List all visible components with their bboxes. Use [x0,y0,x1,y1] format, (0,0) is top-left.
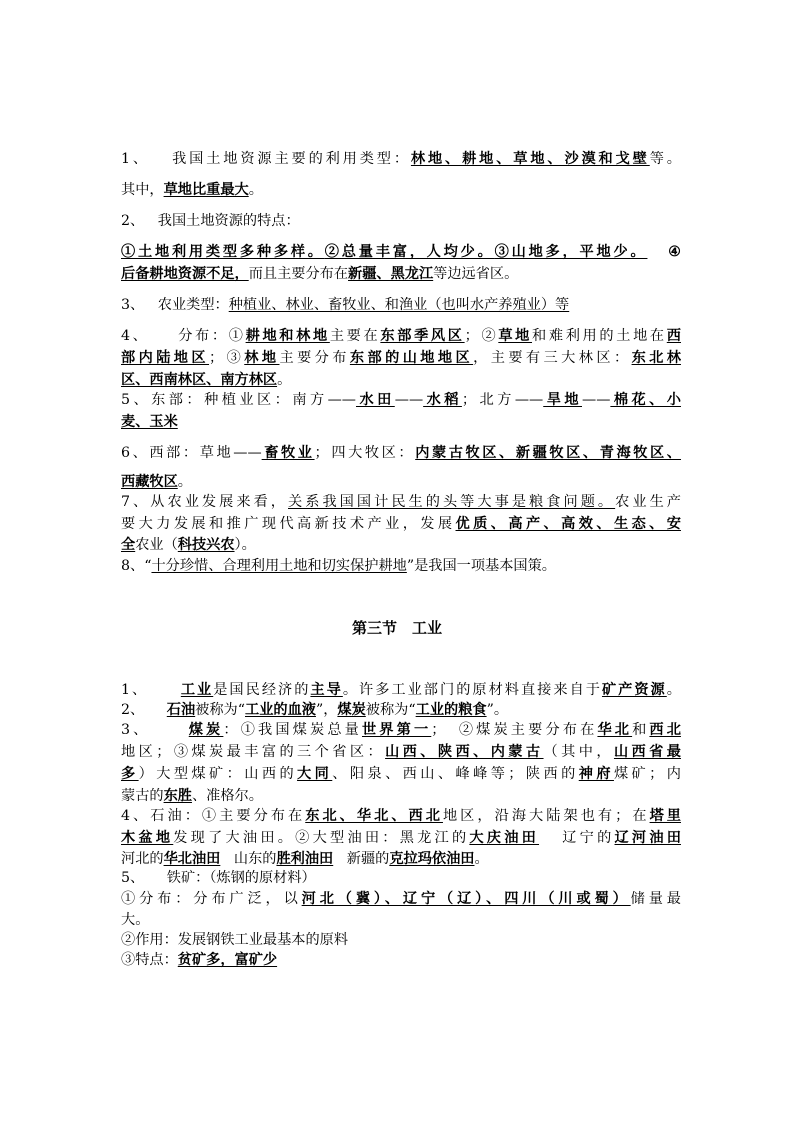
west-pasture-line1: 6、西部：草地——畜牧业；四大牧区：内蒙古牧区、新疆牧区、青海牧区、 [121,445,681,461]
land-features-line2: 后备耕地资源不足，而且主要分布在新疆、黑龙江等边远省区。 [121,266,519,282]
land-features-heading: 2、 我国土地资源的特点： [121,213,300,229]
iron-role-line: ②作用：发展钢铁工业最基本的原料 [121,932,349,948]
iron-feature-line: ③特点：贫矿多，富矿少 [121,952,278,968]
coal-line1: 3、 煤炭：①我国煤炭总量世界第一； ②煤炭主要分布在华北和西北 [121,722,681,738]
oil-line2: 木盆地发现了大油田。②大型油田：黑龙江的大庆油田 辽宁的辽河油田 [121,830,681,846]
agri-development-line2: 要大力发展和推广现代高新技术产业，发展优质、高产、高效、生态、安 [121,516,681,532]
west-pasture-line2: 西藏牧区。 [121,474,192,490]
distribution-line3: 区、西南林区、南方林区。 [121,372,292,388]
oil-line1: 4、石油：①主要分布在东北、华北、西北地区，沿海大陆架也有；在塔里 [121,808,681,824]
grassland-note-line: 其中，草地比重最大。 [121,182,263,198]
distribution-line1: 4、 分布：①耕地和林地主要在东部季风区；②草地和难利用的土地在西 [121,328,681,344]
coal-line3: 多）大型煤矿：山西的大同、阳泉、西山、峰峰等；陕西的神府煤矿；内 [121,766,681,782]
iron-distribution-line1: ①分布：分布广泛，以河北（冀）、辽宁（辽）、四川（川或蜀）储量最 [121,891,681,907]
iron-distribution-line2: 大。 [121,912,150,928]
basic-policy-line: 8、“十分珍惜、合理利用土地和切实保护耕地”是我国一项基本国策。 [121,558,556,574]
land-features-line1: ①土地利用类型多种多样。②总量丰富，人均少。③山地多，平地少。 ④ [121,244,681,260]
agri-development-line3: 全农业（科技兴农）。 [121,537,256,553]
east-agriculture-line1: 5、东部：种植业区：南方——水田——水稻；北方——旱地——棉花、小 [121,392,681,408]
land-use-types-line: 1、 我国土地资源主要的利用类型：林地、耕地、草地、沙漠和戈壁等。 [121,151,681,167]
oil-line3: 河北的华北油田 山东的胜利油田 新疆的克拉玛依油田。 [121,851,489,867]
coal-line2: 地区；③煤炭最丰富的三个省区：山西、陕西、内蒙古（其中，山西省最 [121,744,681,760]
iron-heading: 5、 铁矿：（炼钢的原材料） [121,870,316,886]
industry-line1: 1、 工业是国民经济的主导。许多工业部门的原材料直接来自于矿产资源。 [121,682,681,698]
coal-line4: 蒙古的东胜、准格尔。 [121,788,263,804]
distribution-line2: 部内陆地区；③林地主要分布东部的山地地区，主要有三大林区：东北林 [121,350,681,366]
agriculture-types-line: 3、 农业类型：种植业、林业、畜牧业、和渔业（也叫水产养殖业）等 [121,297,570,313]
section-heading-industry: 第三节 工业 [351,619,442,637]
industry-line2: 2、 石油被称为“工业的血液”，煤炭被称为“工业的粮食”。 [121,702,509,718]
east-agriculture-line2: 麦、玉米 [121,414,178,430]
agri-development-line1: 7、从农业发展来看，关系我国国计民生的头等大事是粮食问题。农业生产 [121,494,681,510]
